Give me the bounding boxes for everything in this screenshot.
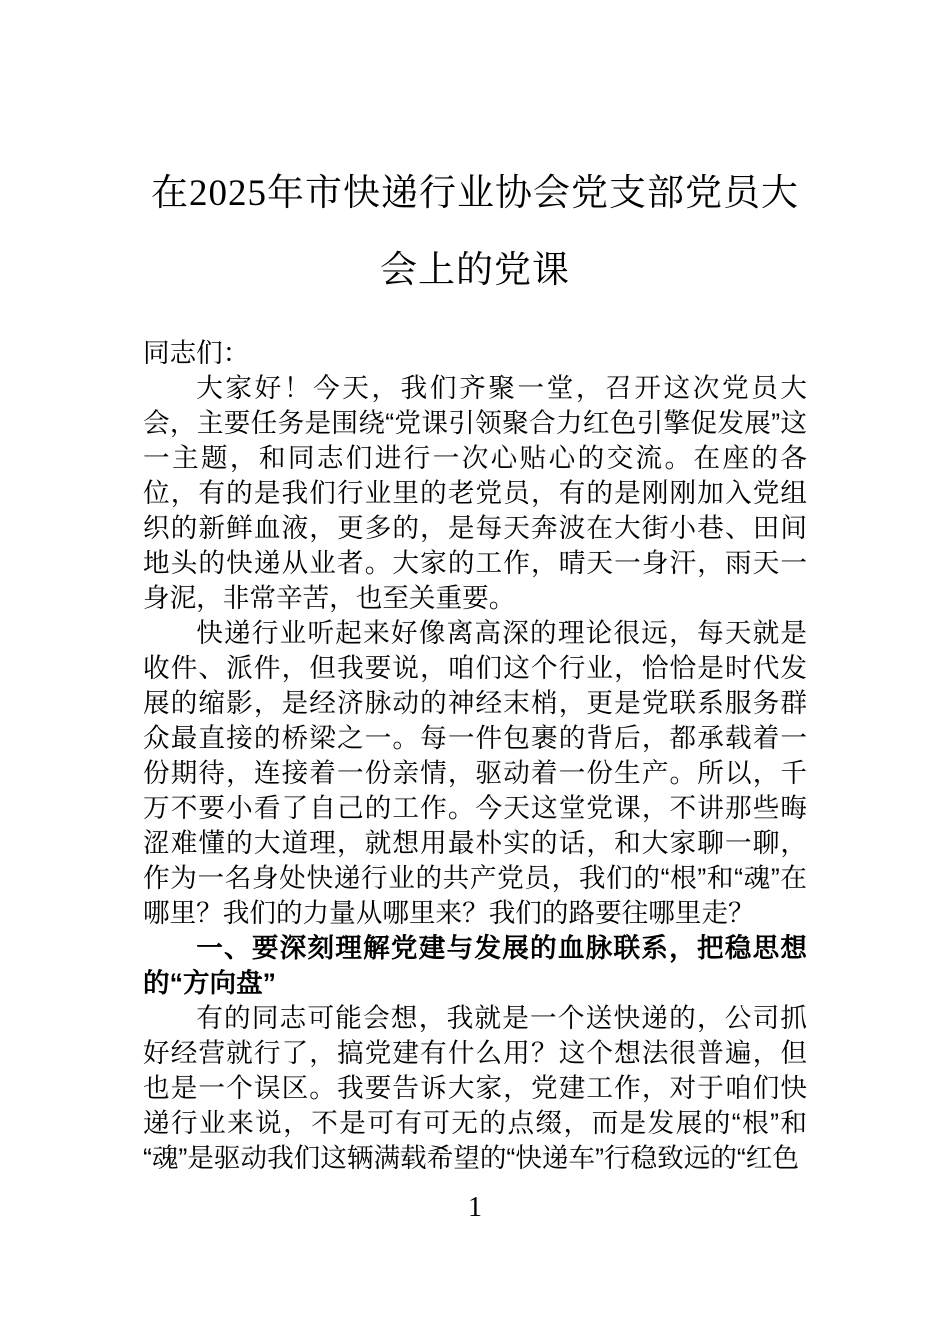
paragraph-opening: 大家好！今天，我们齐聚一堂，召开这次党员大会，主要任务是围绕“党课引领聚合力红色引擎促发展”这一主题，和同志们进行一次心贴心的交流。在座的各位，有的是我们行业里的老党员，有的是刚刚加入党组织的新鲜血液，更多的，是每天奔波在大街小巷、田间地头的快递从业者。大家的工作，晴天一身汗，雨天一身泥，非常辛苦，也至关重要。	[143, 373, 807, 613]
page-number: 1	[468, 1192, 482, 1223]
salutation: 同志们：	[143, 338, 250, 368]
paragraph-section-1-body: 有的同志可能会想，我就是一个送快递的，公司抓好经营就行了，搞党建有什么用？这个想法很普遍，但也是一个误区。我要告诉大家，党建工作，对于咱们快递行业来说，不是可有可无的点缀，而是发展的“根”和“魂”是驱动我们这辆满载希望的“快递车”行稳致远的“红色	[143, 1003, 807, 1173]
document-title: 在2025年市快递行业协会党支部党员大会上的党课	[151, 173, 799, 291]
document-body	[143, 336, 807, 1176]
section-heading-1: 一、要深刻理解党建与发展的血脉联系，把稳思想的“方向盘”	[143, 933, 807, 998]
paragraph-industry-significance: 快递行业听起来好像离高深的理论很远，每天就是收件、派件，但我要说，咱们这个行业，恰恰是时代发展的缩影，是经济脉动的神经末梢，更是党联系服务群众最直接的桥梁之一。每一件包裹的背后，都承载着一份期待，连接着一份亲情，驱动着一份生产。所以，千万不要小看了自己的工作。今天这堂党课，不讲那些晦涩难懂的大道理，就想用最朴实的话，和大家聊一聊，作为一名身处快递行业的共产党员，我们的“根”和“魂”在哪里？我们的力量从哪里来？我们的路要往哪里走？	[143, 618, 807, 928]
